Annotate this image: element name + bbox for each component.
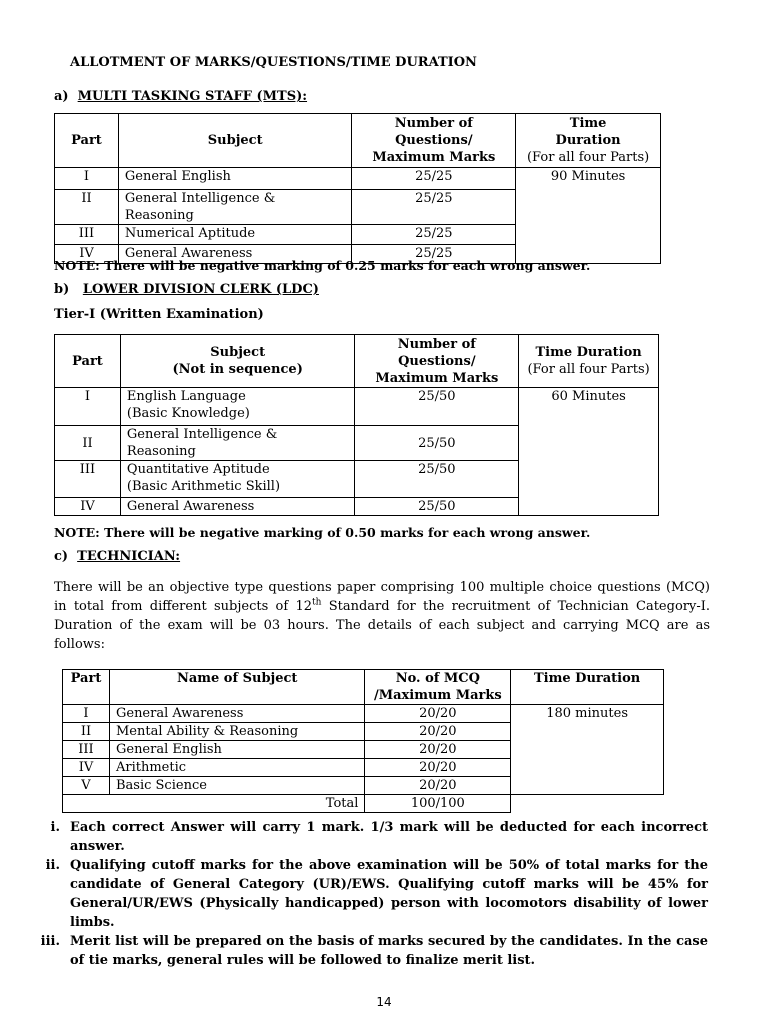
ldc-part: IV: [55, 498, 121, 516]
ldc-header-time-l2: (For all four Parts): [527, 362, 650, 377]
list-item-text: Merit list will be prepared on the basis of marks secured by the candidates. In the case of tie marks, general rules will be followed to finalize merit list.: [70, 934, 708, 968]
mts-marks: 25/25: [352, 225, 516, 245]
mts-marks: 25/25: [352, 190, 516, 225]
tech-part: III: [63, 741, 110, 759]
ldc-marks: 25/50: [355, 426, 519, 461]
ldc-subject-l1: Quantitative Aptitude: [126, 462, 270, 477]
mts-subject: General Awareness: [118, 245, 352, 264]
mts-subject: General Intelligence & Reasoning: [118, 190, 352, 225]
tech-heading-prefix: c): [54, 549, 69, 564]
mts-header-time: [516, 114, 661, 168]
list-item-text: Each correct Answer will carry 1 mark. 1/3 mark will be deducted for each incorrect answer.: [70, 820, 708, 854]
ldc-heading-prefix: b): [54, 282, 70, 297]
tech-header-part: Part: [63, 670, 110, 705]
ldc-part: II: [55, 426, 121, 461]
tech-marks: 20/20: [365, 777, 511, 795]
ldc-table: [54, 334, 659, 516]
tech-header-mcq-l2: /Maximum Marks: [373, 688, 502, 703]
tech-time: 180 minutes: [511, 705, 664, 795]
tech-subject: Mental Ability & Reasoning: [109, 723, 364, 741]
tech-part: IV: [63, 759, 110, 777]
ldc-time: 60 Minutes: [519, 388, 659, 516]
ldc-marks: 25/50: [355, 498, 519, 516]
mts-subject: Numerical Aptitude: [118, 225, 352, 245]
ldc-header-questions: Number of Questions/ Maximum Marks: [355, 335, 519, 388]
mts-part: I: [55, 168, 119, 190]
mts-marks: 25/25: [352, 245, 516, 264]
mts-header-time-l2: Duration: [555, 133, 621, 148]
table-row: [55, 168, 661, 190]
tech-paragraph: [54, 578, 710, 654]
mts-part: II: [55, 190, 119, 225]
tech-subject: Arithmetic: [109, 759, 364, 777]
tech-subject: General Awareness: [109, 705, 364, 723]
table-row: [55, 388, 659, 426]
list-item-number: ii.: [45, 858, 60, 873]
tech-total-empty: [511, 795, 664, 813]
mts-note: NOTE: There will be negative marking of 0.25 marks for each wrong answer.: [54, 258, 591, 273]
ldc-header-subject: [120, 335, 355, 388]
mts-marks: 25/25: [352, 168, 516, 190]
ldc-subject-l2: (Basic Arithmetic Skill): [126, 479, 281, 494]
mts-part: III: [55, 225, 119, 245]
tech-marks: 20/20: [365, 723, 511, 741]
ldc-heading: [54, 282, 319, 297]
ldc-header-time: [519, 335, 659, 388]
list-item: [30, 818, 708, 856]
tech-para-sup: th: [312, 597, 322, 608]
tech-total-label: Total: [63, 795, 365, 813]
page-title: ALLOTMENT OF MARKS/QUESTIONS/TIME DURATION: [70, 55, 477, 70]
tech-header-subject: Name of Subject: [109, 670, 364, 705]
tech-para-a: There will be an objective type questions paper comprising 100 multiple choice questions (MCQ) in total from different subjects of 12: [54, 580, 710, 614]
ldc-subject: General Intelligence & Reasoning: [120, 426, 355, 461]
ldc-subject-l1: English Language: [126, 389, 246, 404]
tech-header-mcq: [365, 670, 511, 705]
tech-table: [62, 669, 664, 813]
tech-heading-text: TECHNICIAN:: [77, 549, 181, 564]
notes-list: [30, 818, 708, 970]
page-number: 14: [376, 995, 392, 1009]
tech-part: II: [63, 723, 110, 741]
tech-heading: [54, 549, 180, 564]
ldc-note: NOTE: There will be negative marking of 0.50 marks for each wrong answer.: [54, 525, 591, 540]
tech-subject: Basic Science: [109, 777, 364, 795]
tech-part: V: [63, 777, 110, 795]
mts-header-time-l3: (For all four Parts): [526, 150, 650, 165]
ldc-part: I: [55, 388, 121, 426]
mts-header-questions: Number of Questions/ Maximum Marks: [352, 114, 516, 168]
list-item-text: Qualifying cutoff marks for the above examination will be 50% of total marks for the candidate of General Category (UR)/EWS. Qualifying cutoff marks will be 45% for General/UR/EWS (Physically handicapped) person with locomotors disability of lower limbs.: [70, 858, 708, 930]
ldc-header-time-l1: Time Duration: [535, 345, 642, 360]
list-item-number: iii.: [40, 934, 60, 949]
mts-time: 90 Minutes: [516, 168, 661, 264]
mts-heading-prefix: a): [54, 89, 69, 104]
ldc-heading-text: LOWER DIVISION CLERK (LDC): [82, 282, 319, 297]
mts-subject: General English: [118, 168, 352, 190]
list-item: [30, 856, 708, 932]
list-item-number: i.: [50, 820, 60, 835]
ldc-subject: [120, 388, 355, 426]
ldc-part: III: [55, 461, 121, 498]
ldc-header-subject-l2: (Not in sequence): [172, 362, 303, 377]
mts-header-part: Part: [55, 114, 119, 168]
tech-marks: 20/20: [365, 705, 511, 723]
tech-total-value: 100/100: [365, 795, 511, 813]
tech-marks: 20/20: [365, 759, 511, 777]
ldc-marks: 25/50: [355, 388, 519, 426]
tech-header-time: Time Duration: [511, 670, 664, 705]
tech-marks: 20/20: [365, 741, 511, 759]
table-row: [63, 705, 664, 723]
mts-heading: [54, 89, 307, 104]
tech-subject: General English: [109, 741, 364, 759]
ldc-subject: [120, 461, 355, 498]
tech-header-mcq-l1: No. of MCQ: [395, 671, 480, 686]
ldc-header-subject-l1: Subject: [210, 345, 266, 360]
mts-header-time-l1: Time: [569, 116, 607, 131]
ldc-marks: 25/50: [355, 461, 519, 498]
ldc-subject-l2: (Basic Knowledge): [126, 406, 250, 421]
mts-part: IV: [55, 245, 119, 264]
list-item: [30, 932, 708, 970]
ldc-tier: Tier-I (Written Examination): [54, 307, 264, 322]
mts-header-subject: Subject: [118, 114, 352, 168]
tech-part: I: [63, 705, 110, 723]
tech-para-b: Standard for the recruitment of Technician Category-I. Duration of the exam will be 03 hours. The details of each subject and carrying MCQ are as follows:: [54, 599, 710, 652]
mts-heading-text: MULTI TASKING STAFF (MTS):: [77, 89, 308, 104]
tech-total-row: [63, 795, 664, 813]
mts-table: [54, 113, 661, 264]
ldc-subject: General Awareness: [120, 498, 355, 516]
ldc-header-part: Part: [55, 335, 121, 388]
